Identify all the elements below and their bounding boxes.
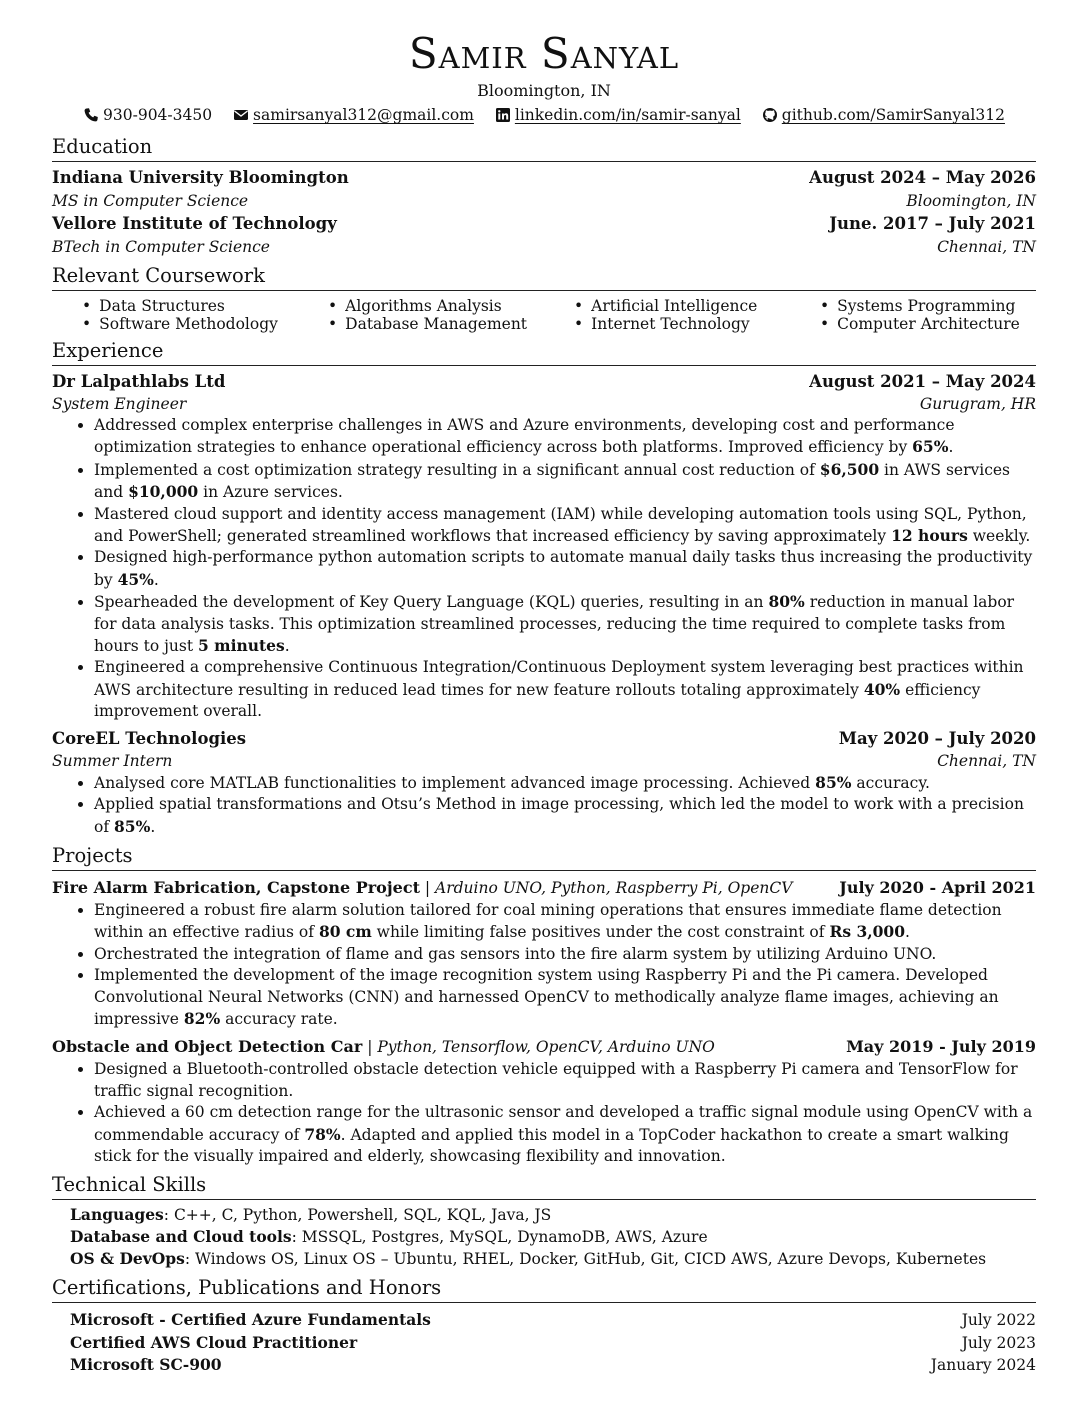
job-role: Summer Intern bbox=[52, 751, 173, 770]
certification-name: Microsoft - Certified Azure Fundamentals bbox=[70, 1310, 431, 1330]
section-title-coursework: Relevant Coursework bbox=[52, 264, 1036, 291]
bullet-item: • Spearheaded the development of Key Query Language (KQL) queries, resulting in an 80% reduction in manual labor for data analysis tasks. This optimization streamlined processes, reducing the time required to complete tasks from hours to just 5 minutes. bbox=[94, 591, 1036, 657]
contact-phone bbox=[83, 104, 212, 126]
github-link[interactable]: github.com/SamirSanyal312 bbox=[781, 106, 1005, 124]
certification-date: January 2024 bbox=[930, 1356, 1036, 1375]
course-item: • Computer Architecture bbox=[820, 315, 1066, 333]
project-dates: May 2019 - July 2019 bbox=[846, 1037, 1036, 1057]
contact-github[interactable] bbox=[762, 104, 1005, 126]
bullet-list bbox=[52, 772, 1036, 838]
job-dates: August 2021 – May 2024 bbox=[809, 372, 1036, 391]
project-name: Obstacle and Object Detection Car bbox=[52, 1037, 363, 1057]
resume-page bbox=[52, 30, 1036, 1377]
bullet-item: • Designed high-performance python automation scripts to automate manual daily tasks thus increasing the productivity by 45%. bbox=[94, 547, 1036, 591]
experience-entry bbox=[52, 727, 1036, 838]
course-item: • Data Structures bbox=[82, 297, 328, 315]
bullet-item: • Mastered cloud support and identity access management (IAM) while developing automation tools using SQL, Python, and PowerShell; generated streamlined workflows that increased efficiency by saving approximately 12 hours weekly. bbox=[94, 504, 1036, 548]
degree: MS in Computer Science bbox=[52, 192, 249, 210]
course-item: • Systems Programming bbox=[820, 297, 1066, 315]
course-item: • Software Methodology bbox=[82, 315, 328, 333]
contact-bar bbox=[52, 104, 1036, 129]
course-item: • Algorithms Analysis bbox=[328, 297, 574, 315]
project-separator: | bbox=[362, 1038, 378, 1057]
certification-date: July 2023 bbox=[961, 1333, 1036, 1352]
experience-subheader bbox=[52, 394, 1036, 414]
section-title-education: Education bbox=[52, 135, 1036, 162]
skill-label: Languages bbox=[70, 1205, 164, 1225]
job-location: Chennai, TN bbox=[937, 751, 1036, 770]
education-dates: August 2024 – May 2026 bbox=[809, 168, 1036, 187]
section-title-experience: Experience bbox=[52, 339, 1036, 366]
linkedin-icon bbox=[495, 107, 511, 123]
education-dates: June. 2017 – July 2021 bbox=[829, 214, 1036, 233]
github-icon bbox=[762, 107, 778, 123]
skill-value: : Windows OS, Linux OS – Ubuntu, RHEL, Docker, GitHub, Git, CICD AWS, Azure Devops, Kubernetes bbox=[184, 1250, 987, 1269]
course-item: • Database Management bbox=[328, 315, 574, 333]
certification-row bbox=[70, 1332, 1036, 1355]
certification-row bbox=[70, 1309, 1036, 1332]
course-item: • Internet Technology bbox=[574, 315, 820, 333]
company-name: Dr Lalpathlabs Ltd bbox=[52, 372, 226, 391]
section-title-skills: Technical Skills bbox=[52, 1173, 1036, 1200]
education-subrow bbox=[52, 236, 1036, 258]
project-header bbox=[52, 1036, 1036, 1058]
phone-number: 930-904-3450 bbox=[103, 106, 213, 124]
project-tech: Python, Tensorflow, OpenCV, Arduino UNO bbox=[377, 1038, 715, 1057]
project-entry bbox=[52, 877, 1036, 1030]
education-list bbox=[52, 166, 1036, 258]
email-link[interactable]: samirsanyal312@gmail.com bbox=[253, 106, 474, 124]
bullet-item: • Addressed complex enterprise challenges in AWS and Azure environments, developing cost and performance optimization strategies to enhance operational efficiency across both platforms. Improved efficiency by 65%. bbox=[94, 415, 1036, 459]
project-dates: July 2020 - April 2021 bbox=[839, 877, 1036, 897]
linkedin-link[interactable]: linkedin.com/in/samir-sanyal bbox=[514, 106, 741, 124]
bullet-item: • Engineered a robust fire alarm solution tailored for coal mining operations that ensures immediate flame detection within an effective radius of 80 cm while limiting false positives under the cost constraint of Rs 3,000. bbox=[94, 900, 1036, 944]
experience-header bbox=[52, 370, 1036, 394]
skill-value: : MSSQL, Postgres, MySQL, DynamoDB, AWS, Azure bbox=[291, 1228, 708, 1247]
contact-linkedin[interactable] bbox=[495, 104, 741, 126]
project-heading bbox=[52, 1036, 715, 1058]
skill-row bbox=[70, 1248, 1036, 1270]
candidate-name: Samir Sanyal bbox=[408, 29, 680, 78]
job-location: Gurugram, HR bbox=[919, 395, 1036, 413]
skill-row bbox=[70, 1204, 1036, 1226]
bullet-item: • Orchestrated the integration of flame and gas sensors into the fire alarm system by utilizing Arduino UNO. bbox=[94, 944, 1036, 965]
job-dates: May 2020 – July 2020 bbox=[838, 728, 1036, 748]
bullet-item: • Applied spatial transformations and Otsu’s Method in image processing, which led the model to work with a precision of 85%. bbox=[94, 794, 1036, 838]
candidate-location: Bloomington, IN bbox=[477, 81, 611, 100]
certification-date: July 2022 bbox=[961, 1311, 1036, 1330]
bullet-list bbox=[52, 900, 1036, 1030]
skills-list bbox=[52, 1204, 1036, 1270]
section-title-certifications: Certifications, Publications and Honors bbox=[52, 1276, 1036, 1303]
experience-subheader bbox=[52, 751, 1036, 771]
section-title-projects: Projects bbox=[52, 844, 1036, 871]
certification-name: Microsoft SC-900 bbox=[70, 1355, 222, 1375]
bullet-item: • Implemented a cost optimization strategy resulting in a significant annual cost reduction of $6,500 in AWS services and $10,000 in Azure services. bbox=[94, 459, 1036, 504]
education-subrow bbox=[52, 190, 1036, 212]
skill-label: OS & DevOps bbox=[70, 1249, 185, 1269]
project-entry bbox=[52, 1036, 1036, 1167]
job-role: System Engineer bbox=[52, 395, 187, 413]
bullet-item: • Analysed core MATLAB functionalities to implement advanced image processing. Achieved 85% accuracy. bbox=[94, 772, 1036, 794]
bullet-item: • Designed a Bluetooth-controlled obstacle detection vehicle equipped with a Raspberry Pi camera and TensorFlow for traffic signal recognition. bbox=[94, 1059, 1036, 1102]
skill-row bbox=[70, 1226, 1036, 1248]
phone-icon bbox=[83, 107, 99, 123]
school-name: Indiana University Bloomington bbox=[52, 168, 349, 187]
experience-entry bbox=[52, 370, 1036, 723]
certification-name: Certified AWS Cloud Practitioner bbox=[70, 1332, 358, 1352]
course-item: • Artificial Intelligence bbox=[574, 297, 820, 315]
bullet-list bbox=[52, 1059, 1036, 1167]
bullet-list bbox=[52, 415, 1036, 723]
certifications-list bbox=[52, 1309, 1036, 1377]
education-item bbox=[52, 166, 1036, 190]
skill-value: : C++, C, Python, Powershell, SQL, KQL, Java, JS bbox=[163, 1206, 552, 1225]
company-name: CoreEL Technologies bbox=[52, 728, 247, 748]
certification-row bbox=[70, 1354, 1036, 1377]
project-header bbox=[52, 877, 1036, 899]
envelope-icon bbox=[233, 107, 249, 123]
bullet-item: • Achieved a 60 cm detection range for the ultrasonic sensor and developed a traffic signal module using OpenCV with a commendable accuracy of 78%. Adapted and applied this model in a TopCoder hackathon to create a smart walking stick for the visually impaired and elderly, showcasing flexibility and innovation. bbox=[94, 1102, 1036, 1167]
bullet-item: • Implemented the development of the image recognition system using Raspberry Pi and the Pi camera. Developed Convolutional Neural Networks (CNN) and harnessed OpenCV to methodically analyze flame images, achieving an impressive 82% accuracy rate. bbox=[94, 965, 1036, 1030]
experience-header bbox=[52, 727, 1036, 751]
project-tech: Arduino UNO, Python, Raspberry Pi, OpenCV bbox=[435, 878, 793, 897]
education-item bbox=[52, 212, 1036, 236]
project-separator: | bbox=[419, 878, 436, 897]
skill-label: Database and Cloud tools bbox=[70, 1227, 292, 1247]
bullet-item: • Engineered a comprehensive Continuous Integration/Continuous Deployment system leveraging best practices within AWS architecture resulting in reduced lead times for new feature rollouts totaling approximately 40% efficiency improvement overall. bbox=[94, 657, 1036, 722]
school-name: Vellore Institute of Technology bbox=[52, 214, 337, 233]
coursework-grid bbox=[52, 297, 1036, 333]
education-location: Chennai, TN bbox=[937, 238, 1036, 256]
project-heading bbox=[52, 877, 792, 899]
education-location: Bloomington, IN bbox=[906, 192, 1036, 210]
degree: BTech in Computer Science bbox=[52, 238, 270, 256]
contact-email[interactable] bbox=[233, 104, 474, 126]
project-name: Fire Alarm Fabrication, Capstone Project bbox=[52, 877, 420, 897]
